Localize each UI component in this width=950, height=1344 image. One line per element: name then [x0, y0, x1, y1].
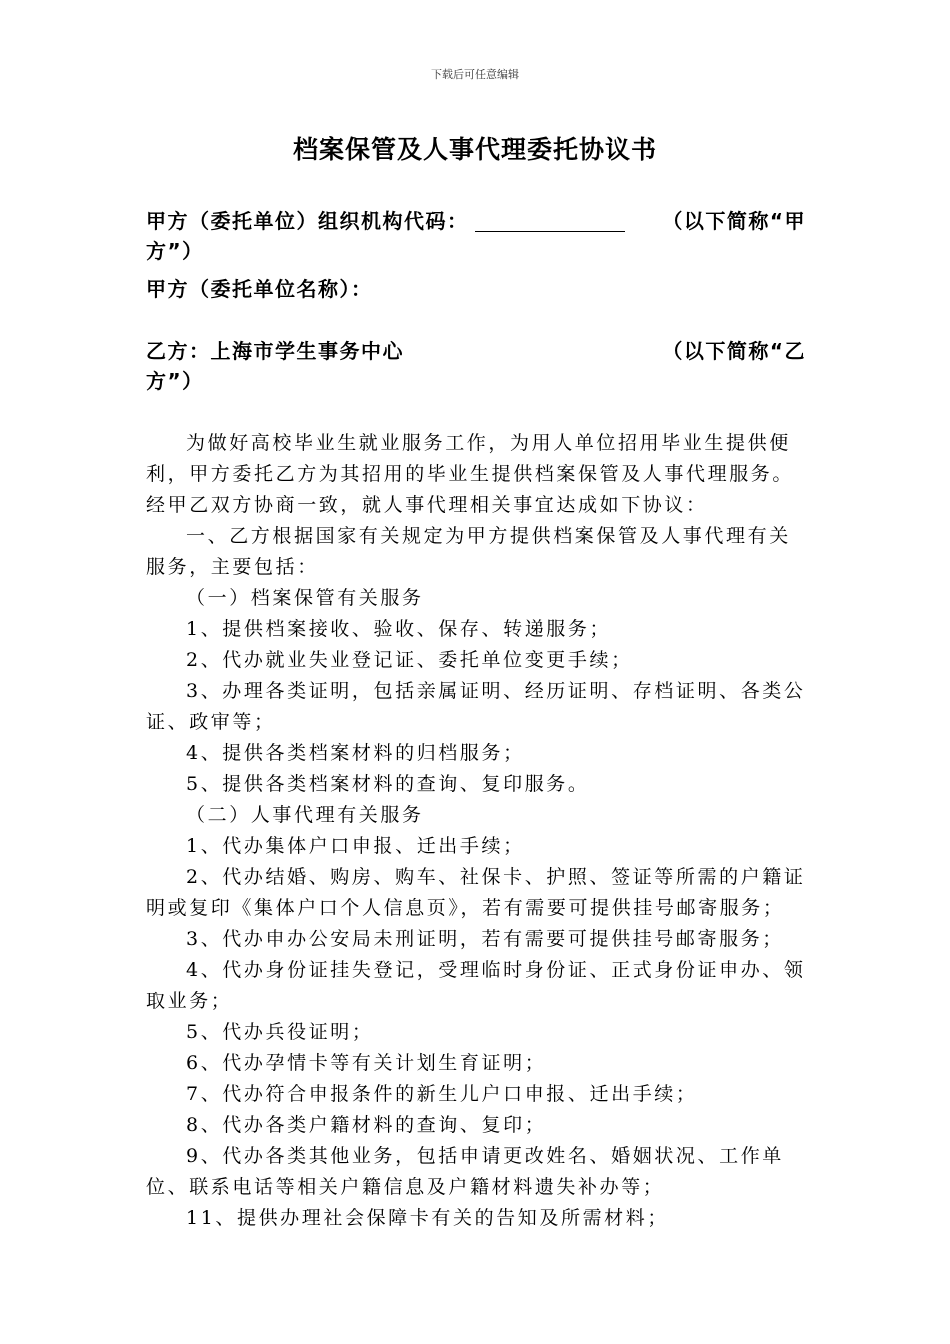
party-b-label: 乙方：上海市学生事务中心 — [146, 339, 404, 363]
section-2-heading: （二）人事代理有关服务 — [186, 804, 424, 826]
section-1-item: 4、提供各类档案材料的归档服务； — [186, 742, 525, 764]
clause-1: 一、乙方根据国家有关规定为甲方提供档案保管及人事代理有关服务，主要包括： — [146, 525, 791, 578]
party-b-block — [146, 336, 806, 396]
header-note: 下载后可任意编辑 — [431, 68, 519, 81]
party-a-code-suffix: （以下简称“甲 — [662, 209, 806, 233]
section-2-item: 9、代办各类其他业务，包括申请更改姓名、婚姻状况、工作单位、联系电话等相关户籍信息及户籍材料遗失补办等； — [146, 1145, 784, 1198]
section-1-item: 3、办理各类证明，包括亲属证明、经历证明、存档证明、各类公证、政审等； — [146, 680, 806, 733]
section-2-item: 7、代办符合申报条件的新生儿户口申报、迁出手续； — [186, 1083, 698, 1105]
intro-paragraph: 为做好高校毕业生就业服务工作，为用人单位招用毕业生提供便利，甲方委托乙方为其招用的毕业生提供档案保管及人事代理服务。经甲乙双方协商一致，就人事代理相关事宜达成如下协议： — [146, 432, 795, 516]
section-2-item: 8、代办各类户籍材料的查询、复印； — [186, 1114, 547, 1136]
section-2-item: 6、代办孕情卡等有关计划生育证明； — [186, 1052, 547, 1074]
party-a-name-label: 甲方（委托单位名称）： — [146, 277, 373, 301]
party-a-code-line — [146, 206, 806, 236]
org-code-blank-field[interactable] — [475, 209, 625, 232]
section-2-item: 5、代办兵役证明； — [186, 1021, 374, 1043]
section-2-item: 2、代办结婚、购房、购车、社保卡、护照、签证等所需的户籍证明或复印《集体户口个人信息页》，若有需要可提供挂号邮寄服务； — [146, 866, 806, 919]
agreement-body — [146, 428, 806, 1234]
section-1-heading: （一）档案保管有关服务 — [186, 587, 424, 609]
section-2-item: 4、代办身份证挂失登记，受理临时身份证、正式身份证申办、领取业务； — [146, 959, 806, 1012]
section-1-item: 5、提供各类档案材料的查询、复印服务。 — [186, 773, 590, 795]
party-b-suffix: （以下简称“乙 — [662, 339, 806, 363]
section-2-item: 3、代办申办公安局未刑证明，若有需要可提供挂号邮寄服务； — [186, 928, 784, 950]
section-1-item: 1、提供档案接收、验收、保存、转递服务； — [186, 618, 612, 640]
party-a-code-label: 甲方（委托单位）组织机构代码： — [146, 209, 469, 233]
section-2-item: 1、代办集体户口申报、迁出手续； — [186, 835, 525, 857]
party-a-code-suffix-cont: 方”） — [146, 239, 204, 263]
party-b-line — [146, 336, 806, 366]
party-b-suffix-cont: 方”） — [146, 369, 204, 393]
section-1-item: 2、代办就业失业登记证、委托单位变更手续； — [186, 649, 633, 671]
document-title: 档案保管及人事代理委托协议书 — [292, 135, 657, 164]
section-2-item: 11、提供办理社会保障卡有关的告知及所需材料； — [186, 1207, 669, 1229]
party-a-code-block — [146, 206, 806, 266]
